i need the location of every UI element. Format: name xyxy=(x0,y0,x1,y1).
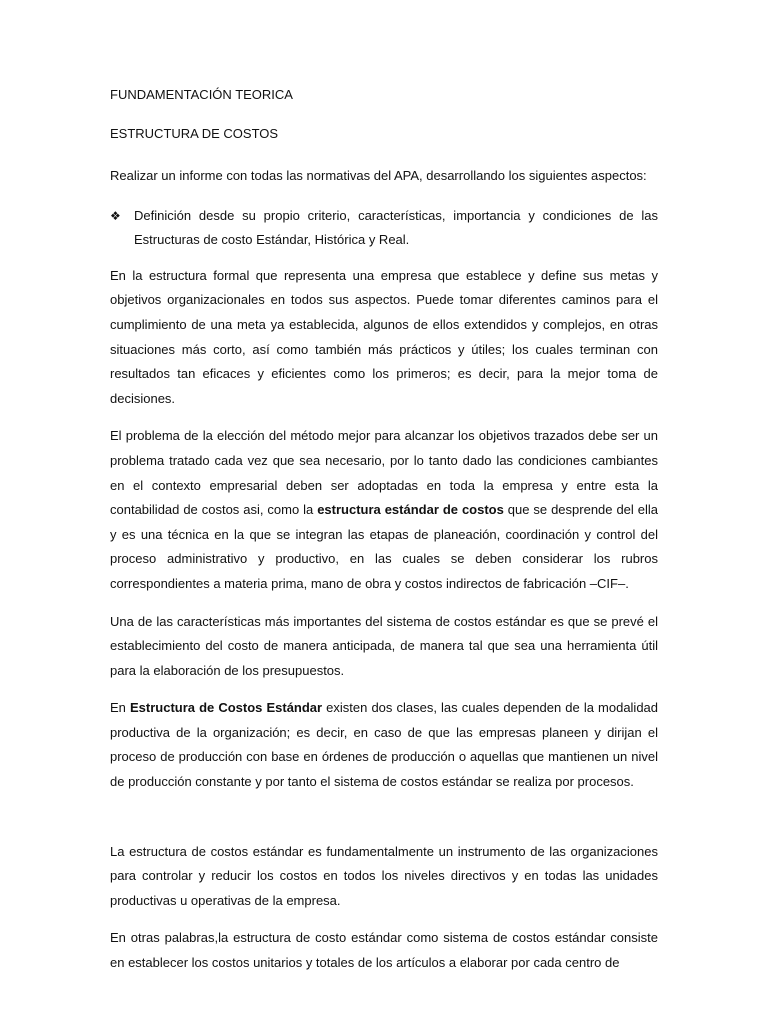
document-subtitle: ESTRUCTURA DE COSTOS xyxy=(110,126,279,141)
intro-paragraph: Realizar un informe con todas las normativas del APA, desarrollando los siguientes aspectos: xyxy=(110,168,647,183)
paragraph-6: En otras palabras,la estructura de costo estándar como sistema de costos estándar consiste en establecer los costos unitarios y totales de los artículos a elaborar por cada centro de xyxy=(110,930,658,971)
paragraph-2 xyxy=(110,424,658,596)
paragraph-2-bold: estructura estándar de costos xyxy=(317,502,504,518)
diamond-bullet-icon: ❖ xyxy=(110,208,121,223)
paragraph-4-text-a: En xyxy=(110,700,130,716)
paragraph-2-text-a: El problema de la elección del método mejor para alcanzar los objetivos trazados debe ser un problema tratado cada vez que sea necesario, por lo tanto dado las condiciones cambiantes en el contexto empresarial deben ser adoptadas en toda la empresa y entre esta la contabilidad de costos asi, como la xyxy=(110,428,658,518)
paragraph-3: Una de las características más importantes del sistema de costos estándar es que se prevé el establecimiento del costo de manera anticipada, de manera tal que sea una herramienta útil para la elaboración de los presupuestos. xyxy=(110,613,658,678)
bullet-text: Definición desde su propio criterio, características, importancia y condiciones de las Estructuras de costo Estándar, Histórica y Real. xyxy=(134,207,658,248)
spacer xyxy=(110,808,658,840)
document-title: FUNDAMENTACIÓN TEORICA xyxy=(110,87,293,102)
paragraph-2-text-b: que se desprende del ella y es una técnica en la que se integran las etapas de planeación, coordinación y control del proceso administrativo y productivo, en las cuales se deben considerar los rubros correspondientes a materia prima, mano de obra y costos indirectos de fabricación –CIF–. xyxy=(110,502,658,591)
paragraph-4 xyxy=(110,696,658,794)
paragraph-1: En la estructura formal que representa una empresa que establece y define sus metas y objetivos organizacionales en todos sus aspectos. Puede tomar diferentes caminos para el cumplimiento de una meta ya establecida, algunos de ellos extendidos y complejos, en otras situaciones más corto, así como también más prácticos y útiles; los cuales terminan con resultados tan eficaces y eficientes como los primeros; es decir, para la mejor toma de decisiones. xyxy=(110,267,658,406)
bullet-item xyxy=(110,204,658,253)
paragraph-4-bold: Estructura de Costos Estándar xyxy=(129,700,323,716)
paragraph-4-text-b: existen dos clases, las cuales dependen de la modalidad productiva de la organización; es decir, en caso de que las empresas planeen y dirijan el proceso de producción con base en órdenes de producción o aquellas que mantienen un nivel de producción constante y por tanto el sistema de costos estándar se realiza por procesos. xyxy=(110,700,659,790)
paragraph-5: La estructura de costos estándar es fundamentalmente un instrumento de las organizaciones para controlar y reducir los costos en todos los niveles directivos y en todas las unidades productivas u operativas de la empresa. xyxy=(110,843,658,908)
